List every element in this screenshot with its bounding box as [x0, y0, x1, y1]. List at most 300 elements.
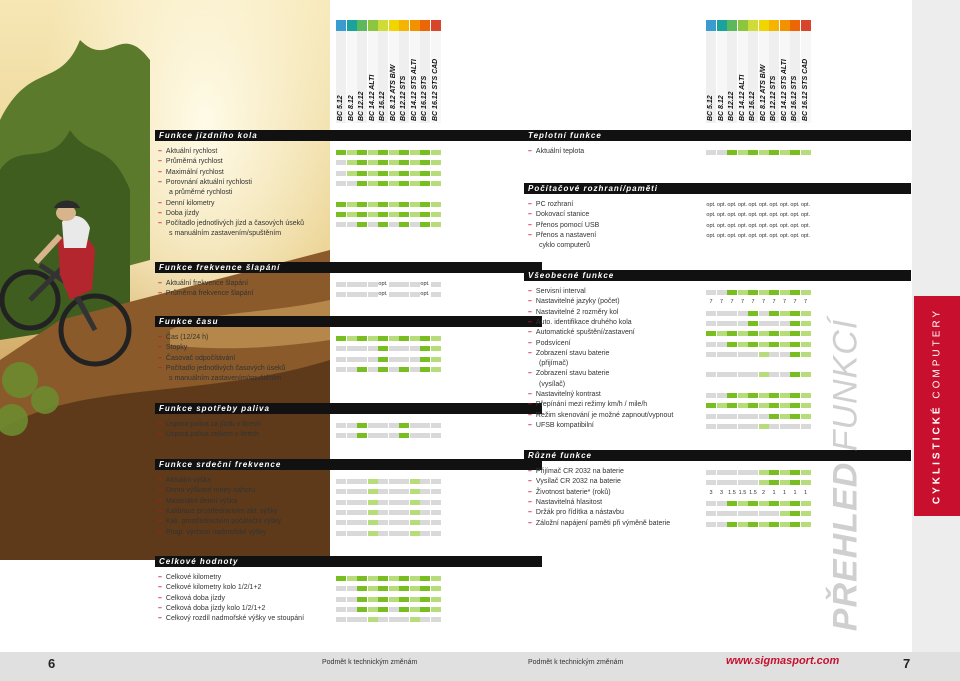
- optional-marker: opt.: [706, 212, 716, 219]
- feature-available-cell: [420, 212, 430, 217]
- feature-row: [158, 333, 208, 343]
- feature-row: [158, 528, 266, 538]
- bullet-dash: –: [158, 574, 162, 581]
- bullet-dash: –: [528, 221, 532, 229]
- feature-row: [528, 349, 609, 359]
- feature-available-cell: [420, 222, 430, 227]
- feature-unavailable-cell: [347, 607, 357, 612]
- feature-row: [528, 369, 609, 379]
- feature-unavailable-cell: [357, 531, 367, 536]
- feature-available-cell: [431, 336, 441, 341]
- feature-label: Podsvícení: [535, 339, 571, 347]
- feature-unavailable-cell: [759, 321, 769, 326]
- feature-value: 1.5: [738, 489, 747, 496]
- feature-label: (vysílač): [539, 380, 566, 388]
- feature-row: [158, 497, 237, 507]
- feature-available-cell: [410, 597, 420, 602]
- feature-label: Životnost baterie* (roků): [535, 488, 611, 496]
- feature-row: [158, 420, 261, 430]
- feature-unavailable-cell: [748, 511, 758, 516]
- feature-unavailable-cell: [399, 489, 409, 494]
- section-header: Všeobecné funkce: [524, 270, 911, 281]
- feature-available-cell: [759, 290, 769, 295]
- model-color-bar: [399, 20, 409, 31]
- optional-marker: opt.: [420, 291, 430, 298]
- model-name: BC 12.12: [358, 91, 365, 121]
- feature-available-cell: [399, 336, 409, 341]
- feature-available-cell: [420, 150, 430, 155]
- feature-available-cell: [410, 336, 420, 341]
- feature-available-cell: [410, 489, 420, 494]
- feature-unavailable-cell: [410, 282, 420, 287]
- feature-label: Aktuální rychlost: [165, 148, 218, 155]
- optional-marker: opt.: [716, 212, 727, 219]
- feature-available-cell: [347, 336, 357, 341]
- feature-value: 1: [803, 489, 808, 496]
- feature-available-cell: [431, 222, 441, 227]
- feature-unavailable-cell: [759, 511, 769, 516]
- feature-available-cell: [420, 586, 430, 591]
- feature-unavailable-cell: [717, 470, 727, 475]
- feature-available-cell: [368, 586, 378, 591]
- feature-available-cell: [378, 202, 388, 207]
- bullet-dash: –: [158, 220, 162, 228]
- feature-available-cell: [748, 501, 758, 506]
- feature-unavailable-cell: [399, 479, 409, 484]
- model-color-bar: [378, 20, 388, 31]
- feature-available-cell: [801, 501, 811, 506]
- feature-unavailable-cell: [347, 346, 357, 351]
- feature-available-cell: [410, 531, 420, 536]
- feature-available-cell: [357, 222, 367, 227]
- feature-label: Časovač odpočítávání: [165, 354, 236, 362]
- feature-unavailable-cell: [759, 414, 769, 419]
- feature-available-cell: [801, 372, 811, 377]
- feature-unavailable-cell: [706, 393, 716, 398]
- feature-available-cell: [431, 586, 441, 591]
- feature-available-cell: [336, 336, 346, 341]
- bullet-dash: –: [158, 594, 162, 602]
- feature-unavailable-cell: [738, 372, 748, 377]
- feature-available-cell: [410, 171, 420, 176]
- feature-available-cell: [347, 576, 357, 581]
- feature-available-cell: [357, 181, 367, 186]
- feature-unavailable-cell: [399, 357, 409, 362]
- feature-label: Přenos a nastavení: [535, 231, 597, 239]
- feature-unavailable-cell: [336, 479, 346, 484]
- feature-available-cell: [801, 470, 811, 475]
- feature-available-cell: [780, 501, 790, 506]
- model-color-bar: [357, 20, 367, 31]
- feature-unavailable-cell: [389, 292, 399, 297]
- bullet-dash: –: [158, 344, 162, 352]
- feature-unavailable-cell: [748, 352, 758, 357]
- optional-marker: opt.: [716, 232, 727, 239]
- feature-unavailable-cell: [378, 423, 388, 428]
- feature-available-cell: [410, 510, 420, 515]
- feature-label: Doba jízdy: [165, 209, 199, 217]
- feature-unavailable-cell: [431, 617, 441, 622]
- feature-available-cell: [420, 336, 430, 341]
- language-count: 7: [793, 299, 797, 306]
- feature-unavailable-cell: [759, 311, 769, 316]
- feature-available-cell: [420, 607, 430, 612]
- feature-available-cell: [389, 160, 399, 165]
- feature-row: [528, 411, 673, 421]
- feature-available-cell: [759, 352, 769, 357]
- model-color-bar: [410, 20, 420, 31]
- feature-unavailable-cell: [399, 617, 409, 622]
- language-count: 7: [709, 299, 713, 306]
- feature-available-cell: [399, 181, 409, 186]
- feature-available-cell: [759, 150, 769, 155]
- feature-label: Progr. výchozí nadmořské výšky: [165, 528, 267, 536]
- feature-available-cell: [738, 403, 748, 408]
- feature-unavailable-cell: [727, 321, 737, 326]
- feature-available-cell: [431, 212, 441, 217]
- feature-label: Maximální denní výška: [165, 497, 238, 505]
- feature-available-cell: [759, 501, 769, 506]
- website-link[interactable]: www.sigmasport.com: [726, 655, 840, 667]
- model-name: BC 14.12 STS ALTI: [410, 59, 418, 121]
- section-header: Funkce času: [155, 316, 542, 327]
- feature-available-cell: [790, 511, 800, 516]
- feature-available-cell: [431, 576, 441, 581]
- feature-available-cell: [378, 586, 388, 591]
- feature-available-cell: [389, 202, 399, 207]
- feature-unavailable-cell: [420, 423, 430, 428]
- feature-available-cell: [431, 181, 441, 186]
- feature-available-cell: [790, 501, 800, 506]
- bullet-dash: –: [528, 308, 532, 316]
- bullet-dash: –: [528, 318, 532, 326]
- feature-available-cell: [368, 181, 378, 186]
- feature-unavailable-cell: [347, 586, 357, 591]
- feature-label: UFSB kompatibilní: [535, 421, 594, 429]
- model-name: BC 12.12 STS: [770, 75, 777, 121]
- feature-row: [528, 210, 589, 220]
- feature-available-cell: [410, 607, 420, 612]
- feature-unavailable-cell: [706, 352, 716, 357]
- feature-unavailable-cell: [357, 479, 367, 484]
- feature-unavailable-cell: [389, 607, 399, 612]
- feature-available-cell: [431, 607, 441, 612]
- model-name: BC 16.12: [749, 91, 756, 121]
- feature-available-cell: [790, 372, 800, 377]
- optional-marker: opt.: [727, 232, 737, 239]
- feature-unavailable-cell: [801, 424, 811, 429]
- feature-unavailable-cell: [706, 480, 716, 485]
- feature-available-cell: [780, 311, 790, 316]
- footnote-left: Podmět k technickým změnám: [322, 659, 418, 666]
- feature-unavailable-cell: [727, 352, 737, 357]
- feature-unavailable-cell: [410, 423, 420, 428]
- feature-unavailable-cell: [769, 352, 779, 357]
- feature-unavailable-cell: [368, 222, 378, 227]
- feature-value: 1: [782, 489, 787, 496]
- feature-available-cell: [431, 346, 441, 351]
- feature-available-cell: [431, 150, 441, 155]
- footnote-right: Podmět k technickým změnám: [528, 659, 624, 666]
- feature-unavailable-cell: [420, 500, 430, 505]
- feature-unavailable-cell: [378, 433, 388, 438]
- feature-unavailable-cell: [706, 321, 716, 326]
- feature-available-cell: [410, 181, 420, 186]
- optional-marker: opt.: [758, 232, 769, 239]
- feature-row: [158, 168, 224, 178]
- bullet-dash: –: [158, 354, 162, 362]
- feature-available-cell: [738, 331, 748, 336]
- feature-unavailable-cell: [378, 617, 388, 622]
- feature-available-cell: [431, 367, 441, 372]
- feature-available-cell: [410, 617, 420, 622]
- bullet-dash: –: [158, 615, 162, 623]
- optional-marker: opt.: [748, 202, 758, 208]
- optional-marker: opt.: [420, 281, 430, 287]
- feature-available-cell: [357, 597, 367, 602]
- feature-unavailable-cell: [769, 424, 779, 429]
- model-name: BC 14.12 ALTI: [738, 74, 746, 121]
- feature-label: Kali. prostřednictvím počáteční výšky: [165, 518, 282, 526]
- feature-available-cell: [748, 290, 758, 295]
- feature-available-cell: [801, 522, 811, 527]
- feature-unavailable-cell: [389, 357, 399, 362]
- feature-unavailable-cell: [336, 222, 346, 227]
- language-count: 7: [803, 299, 808, 306]
- feature-unavailable-cell: [336, 181, 346, 186]
- bullet-dash: –: [158, 199, 162, 207]
- feature-available-cell: [759, 342, 769, 347]
- feature-available-cell: [389, 181, 399, 186]
- feature-available-cell: [727, 393, 737, 398]
- feature-available-cell: [769, 403, 779, 408]
- bullet-dash: –: [158, 178, 162, 186]
- bullet-dash: –: [158, 290, 162, 298]
- feature-unavailable-cell: [336, 597, 346, 602]
- feature-available-cell: [357, 433, 367, 438]
- feature-unavailable-cell: [717, 342, 727, 347]
- feature-available-cell: [368, 150, 378, 155]
- bullet-dash: –: [528, 288, 532, 295]
- feature-label: cyklo computerů: [539, 242, 590, 250]
- optional-marker: opt.: [800, 232, 811, 239]
- bullet-dash: –: [158, 364, 162, 372]
- feature-unavailable-cell: [748, 424, 758, 429]
- bullet-dash: –: [528, 421, 532, 429]
- section-header: Funkce srdeční frekvence: [155, 459, 542, 470]
- feature-available-cell: [368, 202, 378, 207]
- feature-row: [528, 519, 670, 529]
- feature-label: Celková doba jízdy: [165, 594, 226, 602]
- feature-available-cell: [420, 576, 430, 581]
- feature-available-cell: [399, 212, 409, 217]
- feature-available-cell: [368, 576, 378, 581]
- feature-unavailable-cell: [410, 357, 420, 362]
- optional-marker: opt.: [769, 212, 779, 219]
- feature-available-cell: [410, 212, 420, 217]
- feature-row: [158, 178, 252, 188]
- feature-label: Dokovací stanice: [535, 211, 590, 219]
- feature-available-cell: [357, 171, 367, 176]
- feature-available-cell: [420, 367, 430, 372]
- feature-unavailable-cell: [336, 346, 346, 351]
- feature-unavailable-cell: [420, 617, 430, 622]
- feature-unavailable-cell: [389, 367, 399, 372]
- feature-unavailable-cell: [336, 489, 346, 494]
- feature-unavailable-cell: [717, 414, 727, 419]
- feature-value: 3: [709, 489, 713, 496]
- optional-marker: opt.: [748, 232, 758, 239]
- brand-label: CYKLISTICKÉ COMPUTERY: [931, 307, 943, 505]
- feature-available-cell: [727, 403, 737, 408]
- feature-available-cell: [368, 336, 378, 341]
- model-color-bar: [717, 20, 727, 31]
- feature-available-cell: [780, 331, 790, 336]
- feature-unavailable-cell: [420, 433, 430, 438]
- feature-row: [158, 157, 223, 167]
- optional-marker: opt.: [748, 212, 758, 219]
- feature-unavailable-cell: [780, 352, 790, 357]
- feature-unavailable-cell: [738, 480, 748, 485]
- feature-unavailable-cell: [347, 292, 357, 297]
- feature-available-cell: [336, 576, 346, 581]
- feature-available-cell: [769, 414, 779, 419]
- feature-available-cell: [759, 331, 769, 336]
- bullet-dash: –: [158, 487, 162, 495]
- feature-available-cell: [410, 479, 420, 484]
- feature-available-cell: [389, 597, 399, 602]
- feature-available-cell: [738, 393, 748, 398]
- model-name: BC 8.12 ATS B/W: [759, 64, 767, 121]
- feature-unavailable-cell: [336, 510, 346, 515]
- section-header: Různé funkce: [524, 450, 911, 461]
- feature-unavailable-cell: [717, 150, 727, 155]
- feature-unavailable-cell: [431, 292, 441, 297]
- feature-unavailable-cell: [336, 367, 346, 372]
- feature-unavailable-cell: [748, 470, 758, 475]
- feature-value: 1: [793, 489, 797, 496]
- feature-available-cell: [420, 171, 430, 176]
- bullet-dash: –: [158, 477, 162, 484]
- feature-unavailable-cell: [420, 520, 430, 525]
- feature-unavailable-cell: [389, 510, 399, 515]
- feature-available-cell: [357, 586, 367, 591]
- feature-unavailable-cell: [347, 520, 357, 525]
- feature-row: [158, 209, 199, 219]
- feature-row: [528, 231, 596, 241]
- feature-available-cell: [769, 480, 779, 485]
- feature-available-cell: [769, 393, 779, 398]
- model-color-bar: [336, 20, 346, 31]
- model-color-bar: [431, 20, 441, 31]
- feature-row: [528, 498, 602, 508]
- feature-available-cell: [378, 222, 388, 227]
- model-name: BC 14.12 ALTI: [368, 74, 376, 121]
- feature-unavailable-cell: [706, 501, 716, 506]
- feature-available-cell: [780, 150, 790, 155]
- feature-unavailable-cell: [431, 423, 441, 428]
- feature-row: [158, 354, 235, 364]
- feature-unavailable-cell: [357, 282, 367, 287]
- optional-marker: opt.: [790, 222, 800, 229]
- feature-row: [528, 488, 611, 498]
- feature-available-cell: [759, 403, 769, 408]
- bullet-dash: –: [528, 231, 532, 239]
- feature-available-cell: [759, 480, 769, 485]
- bullet-dash: –: [528, 509, 532, 517]
- bullet-dash: –: [528, 488, 532, 496]
- feature-available-cell: [727, 331, 737, 336]
- feature-available-cell: [368, 607, 378, 612]
- feature-label: Servisní interval: [535, 288, 586, 295]
- feature-unavailable-cell: [738, 414, 748, 419]
- model-name: BC 12.12 STS: [400, 75, 407, 121]
- feature-unavailable-cell: [347, 357, 357, 362]
- feature-available-cell: [357, 607, 367, 612]
- model-color-bar: [727, 20, 737, 31]
- feature-row: [158, 364, 285, 374]
- feature-unavailable-cell: [368, 292, 378, 297]
- feature-available-cell: [420, 160, 430, 165]
- feature-available-cell: [399, 576, 409, 581]
- language-count: 7: [772, 299, 776, 306]
- feature-available-cell: [368, 520, 378, 525]
- feature-available-cell: [357, 336, 367, 341]
- feature-row: [158, 486, 255, 496]
- feature-unavailable-cell: [347, 500, 357, 505]
- bullet-dash: –: [528, 148, 532, 155]
- bullet-dash: –: [528, 298, 532, 306]
- feature-available-cell: [389, 171, 399, 176]
- feature-label: Maximální rychlost: [165, 168, 224, 176]
- feature-available-cell: [357, 202, 367, 207]
- feature-available-cell: [780, 480, 790, 485]
- feature-row: [528, 467, 624, 477]
- optional-marker: opt.: [779, 212, 790, 219]
- feature-label: Režim skenování je možné zapnout/vypnout: [535, 411, 674, 419]
- section-header: Funkce jízdního kola: [155, 130, 542, 141]
- optional-marker: opt.: [758, 212, 769, 219]
- feature-available-cell: [717, 331, 727, 336]
- feature-available-cell: [706, 331, 716, 336]
- feature-available-cell: [420, 181, 430, 186]
- feature-label: Nastavitelné jazyky (počet): [535, 298, 620, 306]
- feature-available-cell: [748, 311, 758, 316]
- feature-unavailable-cell: [389, 520, 399, 525]
- feature-available-cell: [378, 336, 388, 341]
- optional-marker: opt.: [779, 232, 790, 239]
- optional-marker: opt.: [758, 222, 769, 229]
- model-color-bar: [706, 20, 716, 31]
- feature-available-cell: [347, 150, 357, 155]
- feature-available-cell: [801, 393, 811, 398]
- feature-label: Nastavitelná hlasitost: [535, 498, 603, 506]
- feature-unavailable-cell: [717, 424, 727, 429]
- feature-unavailable-cell: [706, 342, 716, 347]
- section-header: Počítačové rozhraní/paměti: [524, 183, 911, 194]
- feature-row: [158, 507, 278, 517]
- feature-available-cell: [748, 321, 758, 326]
- feature-unavailable-cell: [336, 423, 346, 428]
- feature-available-cell: [790, 522, 800, 527]
- feature-unavailable-cell: [347, 433, 357, 438]
- bullet-dash: –: [158, 334, 162, 341]
- feature-unavailable-cell: [399, 292, 409, 297]
- feature-unavailable-cell: [389, 282, 399, 287]
- feature-label: Zobrazení stavu baterie: [535, 370, 610, 378]
- feature-available-cell: [389, 576, 399, 581]
- feature-unavailable-cell: [769, 372, 779, 377]
